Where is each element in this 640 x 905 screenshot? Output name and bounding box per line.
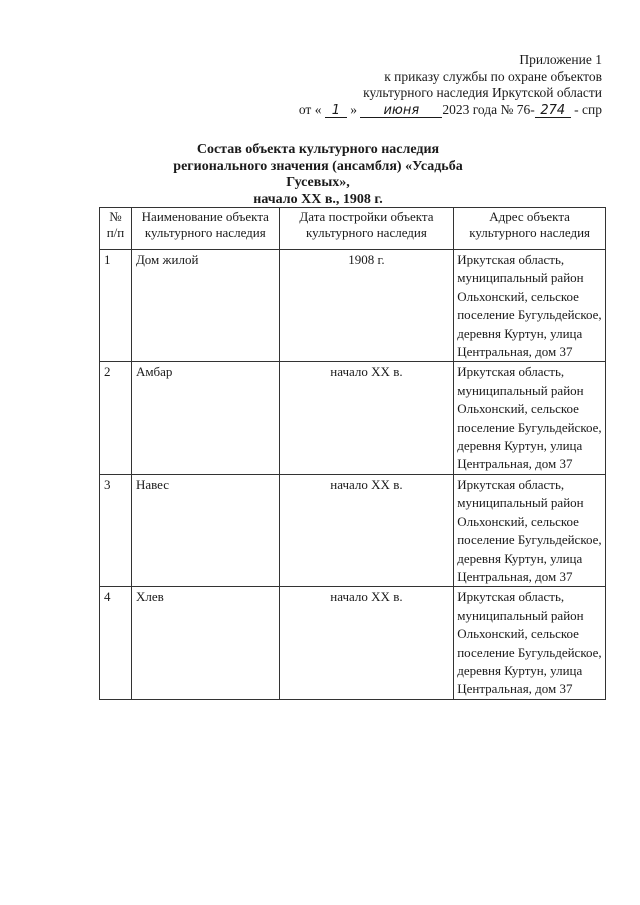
table-row: [100, 362, 606, 474]
construction-date: начало XX в.: [279, 474, 454, 586]
appendix-date-line: [299, 102, 602, 119]
object-name: Дом жилой: [131, 250, 279, 362]
order-suffix: - спр: [574, 101, 602, 117]
title-line-2: регионального значения (ансамбля) «Усадьба Гусевых»,: [173, 158, 463, 190]
construction-date: 1908 г.: [279, 250, 454, 362]
table-row: [100, 474, 606, 586]
table-row: [100, 587, 606, 699]
table-header-row: [100, 208, 606, 250]
title-line-3: начало XX в., 1908 г.: [253, 191, 383, 207]
row-number: 1: [100, 250, 132, 362]
date-mid: »: [350, 101, 357, 117]
row-number: 4: [100, 587, 132, 699]
table-row: [100, 250, 606, 362]
handwritten-order-number: 274: [535, 104, 571, 118]
construction-date: начало XX в.: [279, 587, 454, 699]
title-line-1: Состав объекта культурного наследия: [196, 142, 440, 157]
header-address: Адрес объекта культурного наследия: [454, 208, 606, 250]
object-address: Иркутская область, муниципальный район Ольхонский, сельское поселение Бугульдейское, деревня Куртун, улица Центральная, дом 37: [454, 474, 606, 586]
header-number: № п/п: [100, 208, 132, 250]
year-text: 2023 года № 76-: [442, 101, 535, 117]
date-prefix: от «: [298, 101, 322, 117]
object-address: Иркутская область, муниципальный район Ольхонский, сельское поселение Бугульдейское, деревня Куртун, улица Центральная, дом 37: [454, 362, 606, 474]
appendix-order-ref: к приказу службы по охране объектов: [384, 68, 602, 84]
object-name: Хлев: [131, 587, 279, 699]
row-number: 3: [100, 474, 132, 586]
handwritten-day: 1: [325, 104, 347, 118]
header-name: Наименование объекта культурного наследия: [131, 208, 279, 250]
object-name: Навес: [131, 474, 279, 586]
object-address: Иркутская область, муниципальный район Ольхонский, сельское поселение Бугульдейское, деревня Куртун, улица Центральная, дом 37: [454, 250, 606, 362]
construction-date: начало XX в.: [279, 362, 454, 474]
document-title: [160, 142, 476, 208]
object-address: Иркутская область, муниципальный район Ольхонский, сельское поселение Бугульдейское, деревня Куртун, улица Центральная, дом 37: [454, 587, 606, 699]
heritage-objects-table: [99, 207, 606, 700]
row-number: 2: [100, 362, 132, 474]
handwritten-month: июня: [360, 104, 442, 118]
appendix-header: [299, 52, 602, 118]
object-name: Амбар: [131, 362, 279, 474]
header-date: Дата постройки объекта культурного наследия: [279, 208, 454, 250]
appendix-authority: культурного наследия Иркутской области: [363, 85, 602, 100]
appendix-title: Приложение 1: [519, 52, 602, 67]
